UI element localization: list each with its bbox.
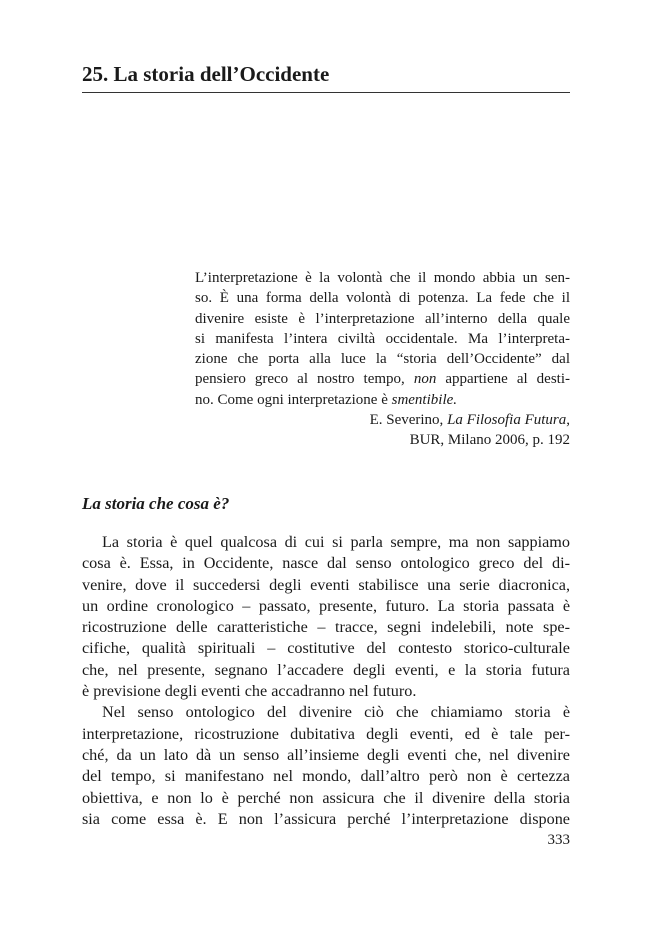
- epigraph-line: L’interpretazione è la volontà che il mondo abbia un sen-: [195, 270, 570, 286]
- body-line: del tempo, si manifestano nel mondo, dall’altro però non è certezza: [82, 767, 570, 786]
- epigraph-text: pensiero greco al nostro tempo,: [195, 371, 414, 388]
- body-line: ché, da un lato dà un senso all’insieme degli eventi che, nel divenire: [82, 745, 570, 764]
- body-text: [82, 532, 570, 830]
- body-line: venire, dove il succedersi degli eventi stabilisce una serie diacronica,: [82, 575, 570, 594]
- body-line: cosa è. Essa, in Occidente, nasce dal senso ontologico greco del di-: [82, 554, 570, 573]
- citation-author: E. Severino,: [369, 412, 448, 429]
- epigraph-line: si manifesta l’intera civiltà occidentale. Ma l’interpreta-: [195, 330, 570, 347]
- body-line: cifiche, qualità spirituali – costitutive del contesto storico-culturale: [82, 639, 570, 658]
- body-line: è previsione degli eventi che accadranno nel futuro.: [82, 682, 417, 701]
- epigraph-citation-source: [195, 410, 570, 430]
- citation-punctuation: ,: [566, 412, 570, 429]
- title-rule: [82, 92, 570, 93]
- epigraph-emphasis: non: [413, 371, 437, 388]
- body-line: che, nel presente, segnano l’accadere degli eventi, e la storia futura: [82, 660, 570, 679]
- citation-book-title: La Filosofia Futura: [447, 412, 567, 429]
- epigraph-line: divenire esiste è l’interpretazione all’interno della quale: [195, 310, 570, 327]
- chapter-title: 25. La storia dell’Occidente: [82, 62, 330, 86]
- epigraph-line: [195, 369, 570, 389]
- epigraph: [195, 268, 570, 451]
- body-line: sia come essa è. E non l’assicura perché l’interpretazione dispone: [82, 809, 570, 828]
- section-title: La storia che cosa è?: [82, 494, 230, 513]
- body-line: un ordine cronologico – passato, presente, futuro. La storia passata è: [82, 596, 570, 615]
- epigraph-text: no. Come ogni interpretazione è: [195, 391, 392, 408]
- epigraph-text: appartiene al desti-: [436, 371, 570, 388]
- epigraph-citation-publisher: BUR, Milano 2006, p. 192: [409, 432, 570, 449]
- epigraph-line: [195, 390, 570, 410]
- body-line: Nel senso ontologico del divenire ciò che chiamiamo storia è: [102, 703, 570, 722]
- epigraph-line: so. È una forma della volontà di potenza. La fede che il: [195, 290, 570, 307]
- body-line: interpretazione, ricostruzione dubitativa degli eventi, ed è tale per-: [82, 724, 570, 743]
- page-number: 333: [547, 832, 570, 848]
- body-line: La storia è quel qualcosa di cui si parla sempre, ma non sappiamo: [102, 533, 570, 551]
- epigraph-emphasis: smentibile.: [391, 391, 458, 408]
- body-line: ricostruzione delle caratteristiche – tracce, segni indelebili, note spe-: [82, 618, 570, 637]
- body-line: obiettiva, e non lo è perché non assicura che il divenire della storia: [82, 788, 570, 807]
- epigraph-line: zione che porta alla luce la “storia dell’Occidente” dal: [195, 351, 570, 368]
